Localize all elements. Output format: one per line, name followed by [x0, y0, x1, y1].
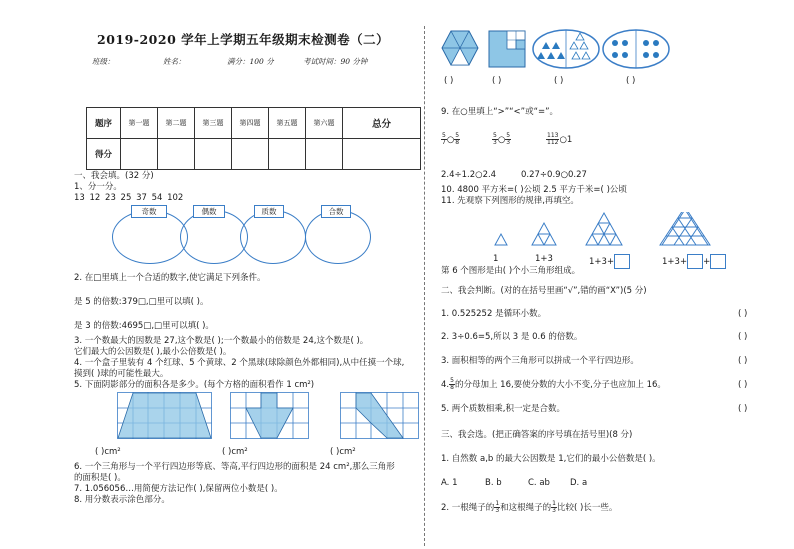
- question-6a: 6. 一个三角形与一个平行四边形等底、等高,平行四边形的面积是 24 cm²,那么三角形: [74, 462, 395, 472]
- choice-1-option-d[interactable]: D. a: [570, 478, 588, 488]
- score-cell[interactable]: [195, 139, 232, 170]
- choice-1-option-c[interactable]: C. ab: [528, 478, 550, 488]
- question-11-answer: 第 6 个图形是由( )个小三角形组成。: [441, 266, 581, 276]
- question-9: 9. 在○里填上“>”“<”或“=”。: [441, 107, 559, 117]
- judge-2: 2. 3÷0.6=5,所以 3 是 0.6 的倍数。: [441, 332, 583, 342]
- triangle-pattern: [480, 212, 720, 248]
- section-1-heading: 一、我会填。(32 分): [74, 171, 154, 181]
- compare-5: 0.27÷0.9○0.27: [521, 170, 587, 180]
- even-oval: [180, 210, 248, 264]
- exam-title: 2019-2020 学年上学期五年级期末检测卷（二）: [97, 32, 390, 47]
- compare-4: 2.4÷1.2○2.4: [441, 170, 497, 180]
- score-cell[interactable]: [232, 139, 269, 170]
- column-q4: 第四题: [232, 108, 269, 139]
- blank-box[interactable]: [614, 254, 630, 269]
- area-answer-1[interactable]: ( )cm²: [95, 447, 121, 457]
- row-label-score: 得分: [87, 139, 121, 170]
- exam-time: 考试时间：90 分钟: [303, 57, 368, 66]
- triangle-label-3: 1+3+: [589, 254, 630, 269]
- circle-oval-figure: [602, 28, 670, 70]
- area-figure-3: [340, 392, 420, 440]
- area-answer-3[interactable]: ( )cm²: [330, 447, 356, 457]
- judge-4-bracket[interactable]: ( ): [738, 380, 748, 390]
- fraction-answer-3[interactable]: ( ): [554, 76, 564, 86]
- judge-1-bracket[interactable]: ( ): [738, 309, 748, 319]
- column-divider: [424, 26, 425, 546]
- choice-1-option-b[interactable]: B. b: [485, 478, 502, 488]
- name-label: 姓名：: [163, 57, 186, 66]
- odd-label: 奇数: [131, 205, 167, 218]
- composite-oval: [305, 210, 371, 264]
- score-cell[interactable]: [158, 139, 195, 170]
- triangle-label-4: 1+3+ +: [662, 254, 726, 269]
- column-q1: 第一题: [121, 108, 158, 139]
- composite-label: 合数: [321, 205, 351, 218]
- compare-1: $\frac{5}{7}$ ○ $\frac{5}{8}$: [442, 132, 460, 146]
- score-cell-total[interactable]: [343, 139, 421, 170]
- even-label: 偶数: [193, 205, 225, 218]
- question-10: 10. 4800 平方米=( )公顷 2.5 平方千米=( )公顷: [441, 185, 627, 195]
- odd-oval: [112, 210, 188, 264]
- area-figure-1: [117, 392, 213, 440]
- question-2a: 是 5 的倍数:379□,□里可以填( )。: [74, 297, 209, 307]
- blank-box[interactable]: [687, 254, 703, 269]
- blank-box[interactable]: [710, 254, 726, 269]
- score-cell[interactable]: [306, 139, 343, 170]
- prime-oval: [240, 210, 306, 264]
- question-3b: 它们最大的公因数是( ),最小公倍数是( )。: [74, 347, 232, 357]
- question-8: 8. 用分数表示涂色部分。: [74, 495, 170, 505]
- choice-1-option-a[interactable]: A. 1: [441, 478, 458, 488]
- area-figure-2: [230, 392, 310, 440]
- section-3-heading: 三、我会选。(把正确答案的序号填在括号里)(8 分): [441, 430, 633, 440]
- column-q5: 第五题: [269, 108, 306, 139]
- column-q6: 第六题: [306, 108, 343, 139]
- question-4b: 摸到( )球的可能性最大。: [74, 369, 169, 379]
- column-q3: 第三题: [195, 108, 232, 139]
- number-list: 13 12 23 25 37 54 102: [74, 193, 184, 203]
- score-cell[interactable]: [269, 139, 306, 170]
- fraction-answer-2[interactable]: ( ): [492, 76, 502, 86]
- triangle-label-1: 1: [493, 254, 499, 264]
- score-cell[interactable]: [121, 139, 158, 170]
- column-q2: 第二题: [158, 108, 195, 139]
- compare-2: $\frac{5}{3}$ ○ $\frac{5}{3}$: [493, 132, 511, 146]
- question-4a: 4. 一个盒子里装有 4 个红球、5 个黄球、2 个黑球(球除颜色外都相同),从中任摸一个球,: [74, 358, 405, 368]
- column-total: 总分: [343, 108, 421, 139]
- judge-3: 3. 面积相等的两个三角形可以拼成一个平行四边形。: [441, 356, 639, 366]
- score-table: [86, 107, 421, 170]
- judge-1: 1. 0.525252 是循环小数。: [441, 309, 547, 319]
- compare-3: $\frac{113}{112}$ ○1: [547, 132, 573, 146]
- judge-3-bracket[interactable]: ( ): [738, 356, 748, 366]
- triangle-oval-figure: [532, 28, 600, 70]
- choice-1: 1. 自然数 a,b 的最大公因数是 1,它们的最小公倍数是( )。: [441, 454, 661, 464]
- question-2b: 是 3 的倍数:4695□,□里可以填( )。: [74, 321, 214, 331]
- judge-5-bracket[interactable]: ( ): [738, 404, 748, 414]
- question-11: 11. 先观察下列图形的规律,再填空。: [441, 196, 579, 206]
- triangle-label-2: 1+3: [535, 254, 553, 264]
- question-2: 2. 在□里填上一个合适的数字,使它满足下列条件。: [74, 273, 266, 283]
- judge-4: 4. $\frac{5}{8}$ 的分母加上 16,要使分数的大小不变,分子也应加上 16。: [441, 377, 666, 391]
- section-2-heading: 二、我会判断。(对的在括号里画“√”,错的画“X”)(5 分): [441, 286, 647, 296]
- question-3a: 3. 一个数最大的因数是 27,这个数是( );一个数最小的倍数是 24,这个数是( )。: [74, 336, 369, 346]
- row-label-order: 题序: [87, 108, 121, 139]
- question-6b: 的面积是( )。: [74, 473, 126, 483]
- hexagon-figure: [441, 30, 479, 66]
- choice-2: 2. 一根绳子的 $\frac{1}{3}$ 和这根绳子的 $\frac{1}{3}$ 比较( )长一些。: [441, 500, 618, 514]
- question-5: 5. 下面阴影部分的面积各是多少。(每个方格的面积看作 1 cm²): [74, 380, 315, 390]
- fraction-answer-1[interactable]: ( ): [444, 76, 454, 86]
- question-7: 7. 1.056056…用简便方法记作( ),保留两位小数是( )。: [74, 484, 283, 494]
- judge-5: 5. 两个质数相乘,积一定是合数。: [441, 404, 566, 414]
- full-score: 满分：100 分: [227, 57, 274, 66]
- prime-label: 质数: [254, 205, 284, 218]
- fraction-answer-4[interactable]: ( ): [626, 76, 636, 86]
- judge-2-bracket[interactable]: ( ): [738, 332, 748, 342]
- class-label: 班级：: [92, 57, 115, 66]
- question-1: 1、分一分。: [74, 182, 122, 192]
- area-answer-2[interactable]: ( )cm²: [222, 447, 248, 457]
- square-figure: [488, 30, 526, 68]
